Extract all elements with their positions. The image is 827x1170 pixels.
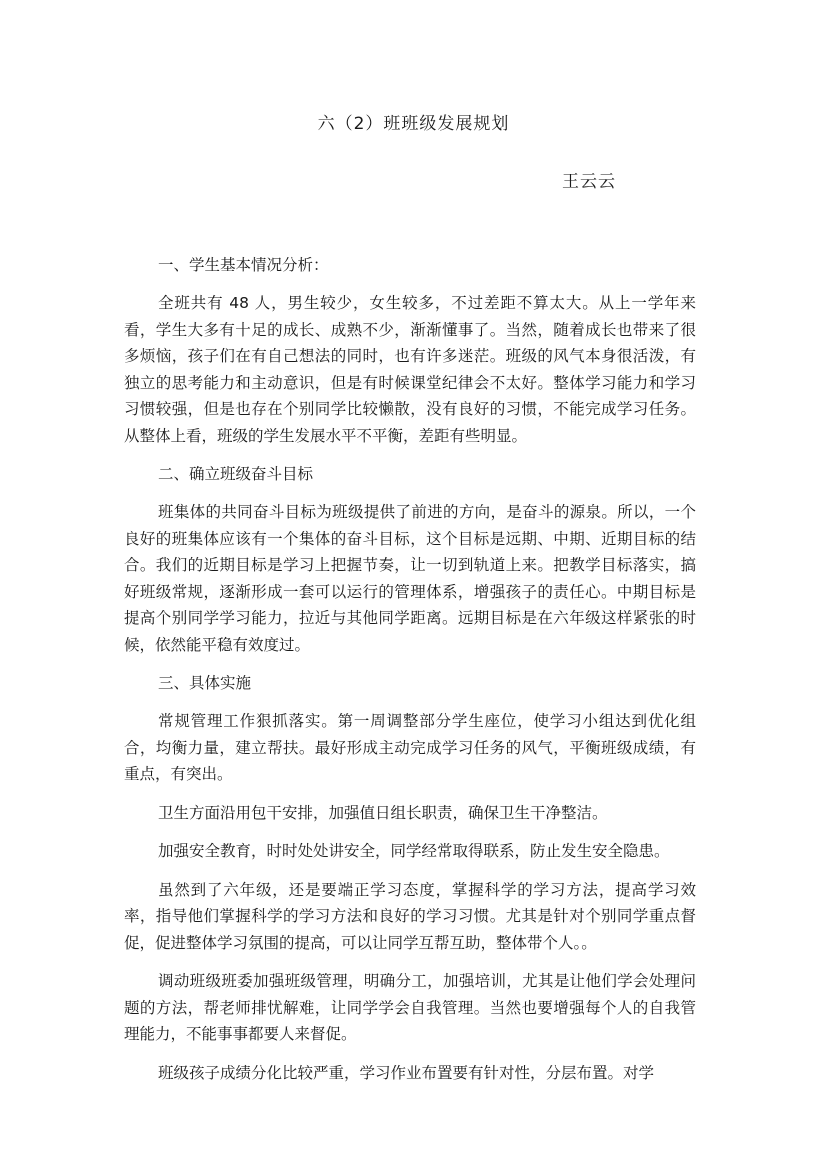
section-heading-3: 三、具体实施 xyxy=(158,674,252,692)
document-title: 六（2）班班级发展规划 xyxy=(317,114,510,134)
paragraph-class-goals: 班集体的共同奋斗目标为班级提供了前进的方向，是奋斗的源泉。所以，一个良好的班集体应该有一个集体的奋斗目标，这个目标是远期、中期、近期目标的结合。我们的近期目标是学习上把握节奏，让一切到轨道上来。把教学目标落实，搞好班级常规，逐渐形成一套可以运行的管理体系，增强孩子的责任心。中期目标是提高个别同学学习能力，拉近与其他同学距离。远期目标是在六年级这样紧张的时候，依然能平稳有效度过。 xyxy=(124,503,696,654)
paragraph-safety: 加强安全教育，时时处处讲安全，同学经常取得联系，防止发生安全隐患。 xyxy=(158,842,670,860)
paragraph-routine-management: 常规管理工作狠抓落实。第一周调整部分学生座位，使学习小组达到优化组合，均衡力量，建立帮扶。最好形成主动完成学习任务的风气，平衡班级成绩，有重点，有突出。 xyxy=(124,712,696,783)
paragraph-homework: 班级孩子成绩分化比较严重，学习作业布置要有针对性，分层布置。对学 xyxy=(158,1063,655,1082)
paragraph-class-committee: 调动班级班委加强班级管理，明确分工，加强培训，尤其是让他们学会处理问题的方法，帮老师排忧解难，让同学学会自我管理。当然也要增强每个人的自我管理能力，不能事事都要人来督促。 xyxy=(124,972,696,1043)
document-body xyxy=(124,252,696,1098)
document-author: 王云云 xyxy=(562,172,616,192)
section-heading-1: 一、学生基本情况分析： xyxy=(158,256,329,274)
section-heading-2: 二、确立班级奋斗目标 xyxy=(158,465,314,483)
paragraph-hygiene: 卫生方面沿用包干安排，加强值日组长职责，确保卫生干净整洁。 xyxy=(158,803,608,822)
paragraph-student-analysis: 全班共有 48 人，男生较少，女生较多，不过差距不算太大。从上一学年来看，学生大多有十足的成长、成熟不少，渐渐懂事了。当然，随着成长也带来了很多烦恼，孩子们在有自己想法的同时，也有许多迷茫。班级的风气本身很活泼，有独立的思考能力和主动意识，但是有时候课堂纪律会不太好。整体学习能力和学习习惯较强，但是也存在个别同学比较懒散，没有良好的习惯，不能完成学习任务。从整体上看，班级的学生发展水平不平衡，差距有些明显。 xyxy=(124,294,696,445)
paragraph-study-attitude: 虽然到了六年级，还是要端正学习态度，掌握科学的学习方法，提高学习效率，指导他们掌握科学的学习方法和良好的学习习惯。尤其是针对个别同学重点督促，促进整体学习氛围的提高，可以让同学互帮互助，整体带个人。。 xyxy=(124,880,696,952)
